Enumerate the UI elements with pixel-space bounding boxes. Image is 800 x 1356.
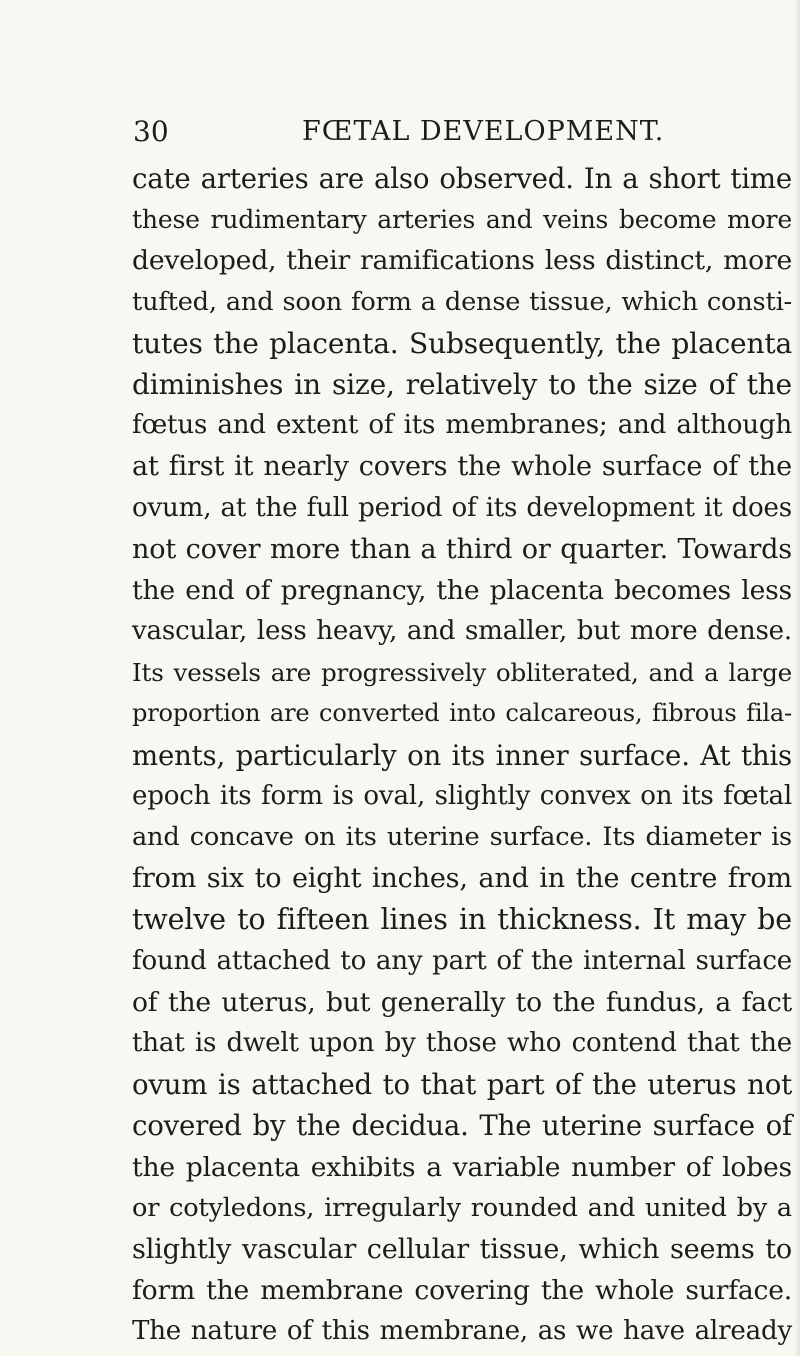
text-line: of the uterus, but generally to the fundus, a fact <box>132 986 792 1018</box>
text-line: that is dwelt upon by those who contend that the <box>132 1027 792 1058</box>
page-edge <box>794 0 800 1356</box>
text-line: developed, their ramifications less distinct, more <box>132 245 792 277</box>
text-line: the placenta exhibits a variable number of lobes <box>132 1151 792 1183</box>
body-text <box>132 158 792 1352</box>
text-line: diminishes in size, relatively to the size of the <box>132 367 792 401</box>
text-line: tutes the placenta. Subsequently, the placenta <box>132 326 792 360</box>
text-line: slightly vascular cellular tissue, which seems to <box>132 1233 792 1265</box>
text-line: or cotyledons, irregularly rounded and united by a <box>132 1192 792 1223</box>
text-line: The nature of this membrane, as we have already <box>132 1316 792 1347</box>
text-line: not cover more than a third or quarter. Towards <box>132 533 792 565</box>
text-line: ments, particularly on its inner surface. At this <box>132 738 792 772</box>
text-line: twelve to fifteen lines in thickness. It may be <box>132 902 792 937</box>
text-line: at first it nearly covers the whole surface of the <box>132 451 792 483</box>
page-number: 30 <box>133 115 169 148</box>
text-line: from six to eight inches, and in the centre from <box>132 863 792 895</box>
text-line: and concave on its uterine surface. Its diameter is <box>132 822 792 852</box>
text-line: these rudimentary arteries and veins become more <box>132 205 792 235</box>
text-line: form the membrane covering the whole surface. <box>132 1275 792 1307</box>
text-line: Its vessels are progressively obliterated, and a large <box>132 658 792 688</box>
text-line: epoch its form is oval, slightly convex on its fœtal <box>132 780 792 811</box>
text-line: fœtus and extent of its membranes; and although <box>132 410 792 441</box>
text-line: vascular, less heavy, and smaller, but more dense. <box>132 616 792 647</box>
text-line: found attached to any part of the internal surface <box>132 945 792 976</box>
text-line: the end of pregnancy, the placenta becomes less <box>132 574 792 606</box>
text-line: covered by the decidua. The uterine surface of <box>132 1109 792 1143</box>
text-line: ovum, at the full period of its development it does <box>132 492 792 523</box>
running-head: FŒTAL DEVELOPMENT. <box>302 116 665 147</box>
text-line: cate arteries are also observed. In a short time <box>132 162 792 195</box>
page-header <box>0 112 800 152</box>
text-line: tufted, and soon form a dense tissue, which consti- <box>132 286 792 317</box>
text-line: ovum is attached to that part of the uterus not <box>132 1068 792 1102</box>
text-line: proportion are converted into calcareous, fibrous fila- <box>132 699 792 728</box>
